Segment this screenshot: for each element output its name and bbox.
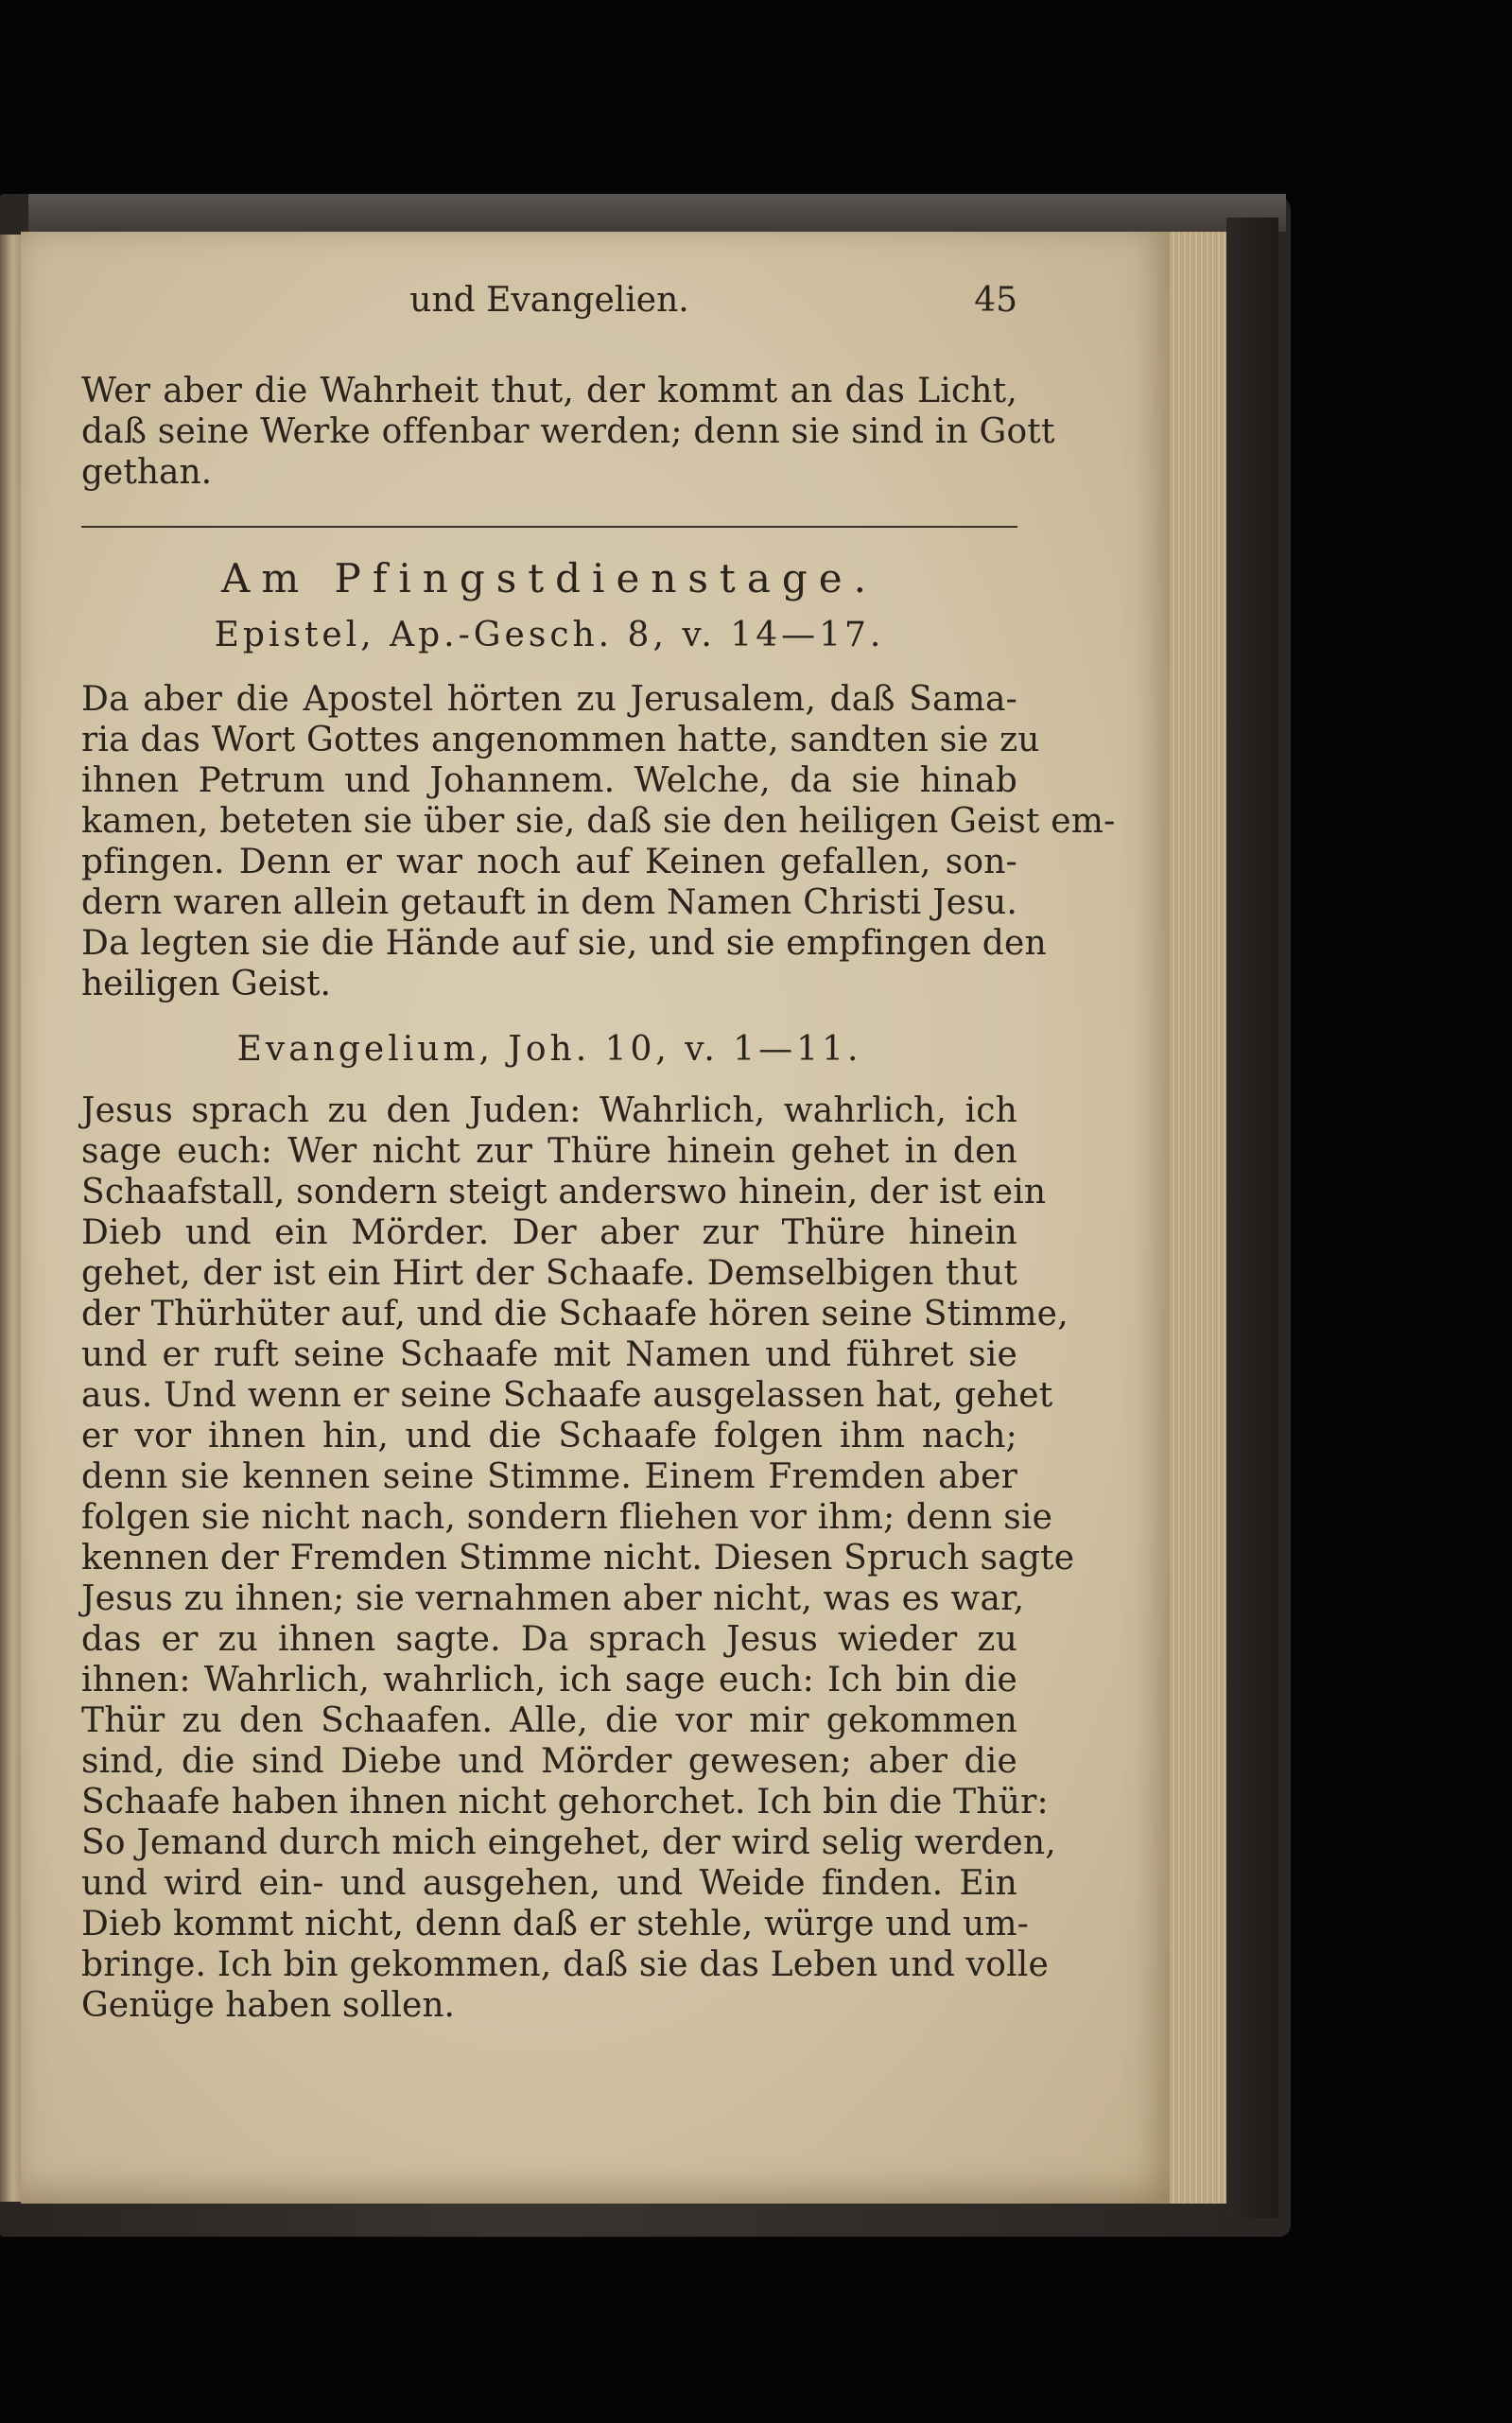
- gospel-line: ihnen: Wahrlich, wahrlich, ich sage euch: Ich bin die: [81, 1661, 1017, 1700]
- epistle-line: pfingen. Denn er war noch auf Keinen gefallen, son-: [81, 843, 1017, 881]
- gospel-line: Thür zu den Schaafen. Alle, die vor mir gekommen: [81, 1701, 1017, 1740]
- epistle-line: dern waren allein getauft in dem Namen Christi Jesu.: [81, 883, 1017, 922]
- gospel-line: Genüge haben sollen.: [81, 1986, 455, 2025]
- gospel-line: und er ruft seine Schaafe mit Namen und führet sie: [81, 1335, 1017, 1374]
- epistle-line: heiligen Geist.: [81, 965, 331, 1003]
- epistle-line: Da aber die Apostel hörten zu Jerusalem, daß Sama-: [81, 680, 1017, 719]
- epistle-line: kamen, beteten sie über sie, daß sie den heiligen Geist em-: [81, 802, 1116, 841]
- running-title: und Evangelien.: [409, 281, 689, 320]
- intro-line: daß seine Werke offenbar werden; denn sie sind in Gott: [81, 412, 1055, 451]
- gospel-line: aus. Und wenn er seine Schaafe ausgelassen hat, gehet: [81, 1376, 1053, 1415]
- gospel-line: er vor ihnen hin, und die Schaafe folgen ihm nach;: [81, 1417, 1017, 1456]
- gospel-line: Jesus zu ihnen; sie vernahmen aber nicht, was es war,: [81, 1579, 1025, 1618]
- running-head: [81, 281, 1017, 328]
- section-title: Am Pfingstdienstage.: [221, 555, 878, 601]
- intro-line: Wer aber die Wahrheit thut, der kommt an das Licht,: [81, 372, 1017, 410]
- gospel-line: Dieb und ein Mörder. Der aber zur Thüre hinein: [81, 1213, 1017, 1252]
- gospel-line: kennen der Fremden Stimme nicht. Diesen Spruch sagte: [81, 1539, 1075, 1578]
- gospel-line: Jesus sprach zu den Juden: Wahrlich, wahrlich, ich: [81, 1091, 1017, 1130]
- page-stack-edge: [1170, 232, 1226, 2204]
- gospel-line: der Thürhüter auf, und die Schaafe hören seine Stimme,: [81, 1295, 1069, 1334]
- epistle-line: ria das Wort Gottes angenommen hatte, sandten sie zu: [81, 721, 1040, 759]
- gospel-line: folgen sie nicht nach, sondern fliehen vor ihm; denn sie: [81, 1498, 1053, 1537]
- gospel-line: bringe. Ich bin gekommen, daß sie das Leben und volle: [81, 1945, 1050, 1984]
- gospel-line: und wird ein- und ausgehen, und Weide finden. Ein: [81, 1864, 1017, 1903]
- book-spine-edge: [1226, 218, 1278, 2218]
- gospel-line: gehet, der ist ein Hirt der Schaafe. Demselbigen thut: [81, 1254, 1017, 1293]
- gospel-line: denn sie kennen seine Stimme. Einem Fremden aber: [81, 1457, 1017, 1496]
- gospel-heading: Evangelium, Joh. 10, v. 1—11.: [236, 1030, 862, 1069]
- page-number: 45: [974, 281, 1017, 320]
- gospel-line: sind, die sind Diebe und Mörder gewesen; aber die: [81, 1742, 1017, 1781]
- left-page-edge: [0, 235, 21, 2202]
- epistle-heading: Epistel, Ap.-Gesch. 8, v. 14—17.: [214, 616, 885, 654]
- gospel-line: Schaafstall, sondern steigt anderswo hinein, der ist ein: [81, 1173, 1047, 1212]
- intro-line: gethan.: [81, 453, 213, 492]
- cover-top-edge: [28, 194, 1286, 232]
- gospel-line: sage euch: Wer nicht zur Thüre hinein gehet in den: [81, 1132, 1017, 1171]
- gospel-line: Schaafe haben ihnen nicht gehorchet. Ich bin die Thür:: [81, 1783, 1049, 1822]
- gospel-line: So Jemand durch mich eingehet, der wird selig werden,: [81, 1823, 1056, 1862]
- section-divider: [81, 526, 1017, 528]
- epistle-line: ihnen Petrum und Johannem. Welche, da sie hinab: [81, 761, 1017, 800]
- gospel-line: Dieb kommt nicht, denn daß er stehle, würge und um-: [81, 1905, 1030, 1944]
- gospel-line: das er zu ihnen sagte. Da sprach Jesus wieder zu: [81, 1620, 1017, 1659]
- epistle-line: Da legten sie die Hände auf sie, und sie empfingen den: [81, 924, 1047, 963]
